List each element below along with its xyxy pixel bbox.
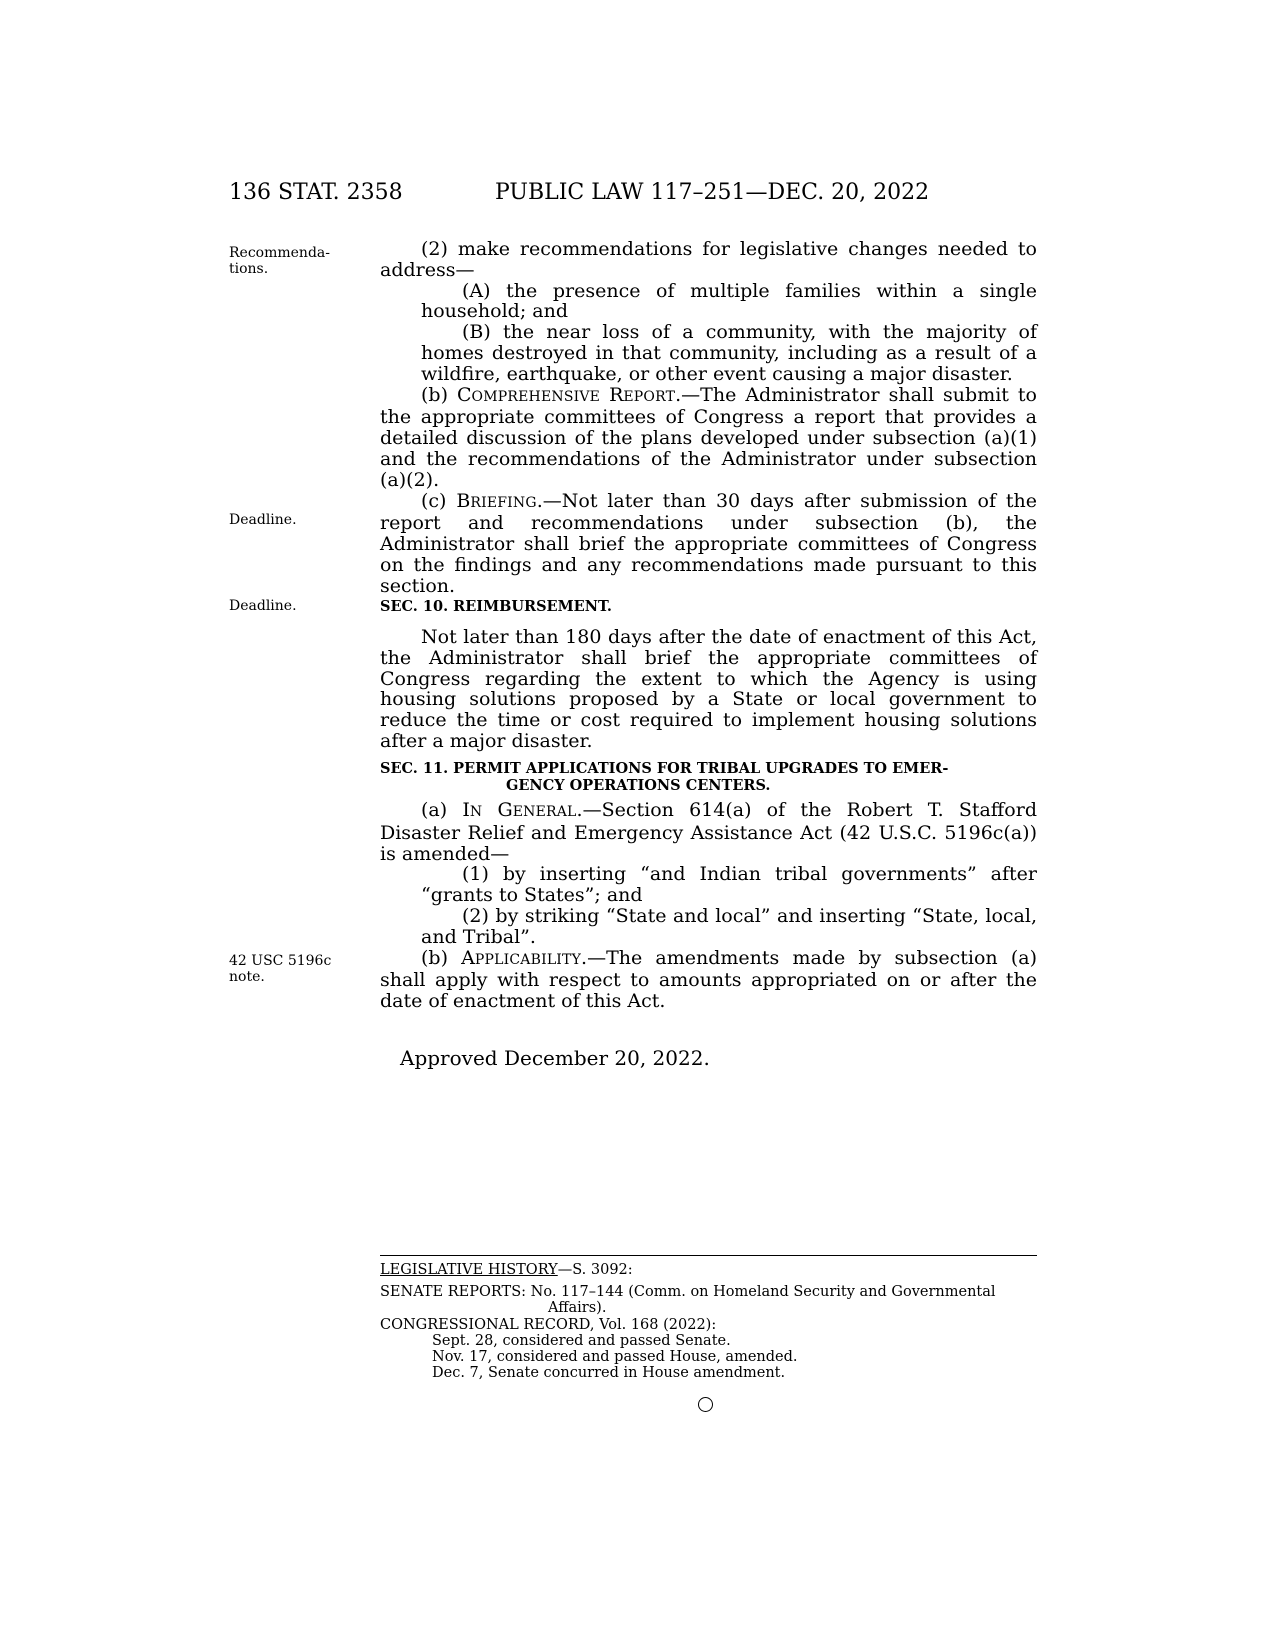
item-2-striking: (2) by striking “State and local” and inserting “State, local, and Tribal”. [421, 904, 1037, 948]
margin-note-usc [229, 953, 349, 985]
heading-cap: C [457, 383, 472, 406]
item-2: (2) make recommendations for legislative changes needed to address— [380, 238, 1037, 281]
heading-cap: A [461, 946, 475, 969]
margin-note-line: note. [229, 969, 265, 985]
approval-date: Approved December 20, 2022. [400, 1046, 710, 1070]
margin-note-line: 42 USC 5196c [229, 953, 332, 969]
heading-cap: I [462, 799, 470, 821]
heading-smallcaps: EPORT [623, 388, 676, 405]
margin-note-line: Recommenda- [229, 245, 330, 261]
body-section-9-continued [380, 239, 1037, 597]
section-heading-line: SEC. 11. PERMIT APPLICATIONS FOR TRIBAL UPGRADES TO EMER- [380, 760, 949, 777]
page-stat-number: 136 STAT. 2358 [229, 180, 403, 205]
senate-reports: SENATE REPORTS: No. 117–144 (Comm. on Homeland Security and Governmental [380, 1284, 996, 1301]
subsection-b-applicability [380, 948, 1037, 1012]
section-10-heading: SEC. 10. REIMBURSEMENT. [380, 598, 612, 615]
margin-note-line: tions. [229, 261, 269, 277]
end-of-document-circle-icon [698, 1397, 713, 1412]
heading-cap: G [482, 799, 513, 821]
margin-note-deadline: Deadline. [229, 512, 297, 528]
heading-smallcaps: OMPREHENSIVE [471, 388, 601, 405]
subsection-c-briefing [380, 491, 1037, 597]
subsection-a-in-general [380, 800, 1037, 864]
item-A: (A) the presence of multiple families within a single household; and [421, 279, 1037, 323]
record-entry: Dec. 7, Senate concurred in House amendment. [432, 1365, 786, 1382]
legislative-history-rule [380, 1255, 1037, 1256]
heading-cap: B [456, 489, 471, 512]
item-1: (1) by inserting “and Indian tribal governments” after “grants to States”; and [421, 863, 1037, 907]
section-11-heading [380, 760, 1037, 794]
senate-reports-cont: Affairs). [548, 1300, 607, 1317]
legislative-history [380, 1262, 1037, 1381]
record-entry: Sept. 28, considered and passed Senate. [432, 1332, 731, 1349]
subsection-label: (b) [421, 946, 462, 969]
section-10-text: Not later than 180 days after the date of enactment of this Act, the Administrator shall brief the appropriate committees of Congress regarding the extent to which the Agency is using housing solutions proposed by a State or local government to reduce the time or cost required to implement housing solutions after a major disaster. [380, 626, 1037, 752]
margin-note-deadline: Deadline. [229, 598, 297, 614]
subsection-label: (c) [421, 489, 457, 512]
heading-smallcaps: N [469, 804, 483, 820]
heading-smallcaps: PPLICABILITY [474, 951, 582, 968]
section-10 [380, 598, 1037, 752]
subsection-text: .—Section 614(a) of the Robert T. Stafford Disaster Relief and Emergency Assistance Act (42 U.S.C. 5196c(a)) is amended— [380, 799, 1037, 865]
subsection-text: .—Not later than 30 days after submission of the report and recommendations under subsection (b), the Administrator shall brief the appropriate committees of Congress on the findings and any recommendations made pursuant to this section. [380, 489, 1037, 597]
subsection-label: (a) [421, 799, 463, 821]
section-heading-line: GENCY OPERATIONS CENTERS. [506, 777, 771, 794]
subsection-text: .—The Administrator shall submit to the appropriate committees of Congress a report that provides a detailed discussion of the plans developed under subsection (a)(1) and the recommendations of the Administrator under subsection (a)(2). [380, 383, 1037, 491]
heading-smallcaps: ENERAL [512, 804, 577, 820]
section-11 [380, 760, 1037, 1012]
item-B: (B) the near loss of a community, with the majority of homes destroyed in that community, including as a result of a wildfire, earthquake, or other event causing a major disaster. [421, 321, 1037, 385]
subsection-b-comprehensive-report [380, 385, 1037, 491]
public-law-title: PUBLIC LAW 117–251—DEC. 20, 2022 [495, 180, 930, 205]
legislative-history-title-text: LEGISLATIVE HISTORY [380, 1262, 558, 1278]
margin-note-recommendations [229, 245, 349, 277]
heading-cap: R [600, 383, 624, 406]
congressional-record: CONGRESSIONAL RECORD, Vol. 168 (2022): [380, 1316, 717, 1333]
legislative-history-title [380, 1262, 1037, 1278]
subsection-label: (b) [421, 383, 457, 406]
record-entry: Nov. 17, considered and passed House, amended. [432, 1349, 798, 1366]
legislative-history-bill: —S. 3092: [557, 1262, 633, 1278]
subsection-text: .—The amendments made by subsection (a) shall apply with respect to amounts appropriated on or after the date of enactment of this Act. [380, 946, 1037, 1013]
heading-smallcaps: RIEFING [470, 494, 537, 511]
